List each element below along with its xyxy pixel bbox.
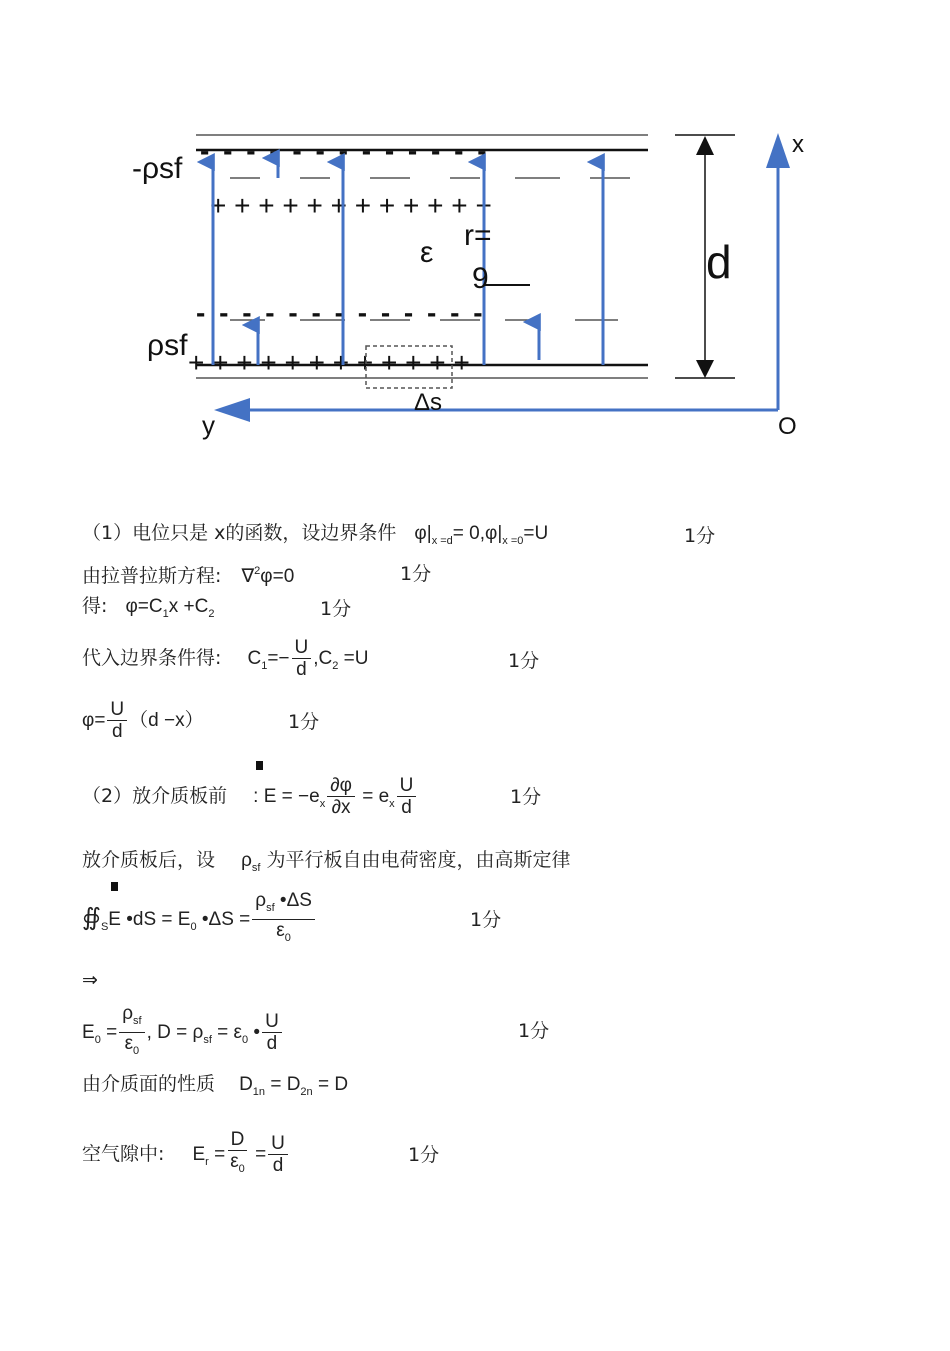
c1-eq: =− <box>267 648 290 669</box>
rho-sf-sub: sf <box>251 862 261 874</box>
er-sub: r <box>205 1156 209 1168</box>
phi-tail: （d −x） <box>129 710 204 731</box>
line-12 <box>82 1126 290 1190</box>
laplace-sup: 2 <box>254 565 261 577</box>
y-axis-arrow <box>214 398 250 422</box>
gauss-ds: •dS <box>120 909 157 930</box>
epsilon-r-label: r= <box>464 219 492 252</box>
line-6-text: （2）放介质板前 <box>82 785 228 807</box>
d-label: d <box>706 236 732 288</box>
general-sol-b: x +C <box>168 596 209 617</box>
surface-integral: ∯ <box>82 904 101 931</box>
bottom-minus-row: - - - - - - - - - - - - - <box>196 297 486 328</box>
fraction-gauss: $\frac{\rho_{sf} •\Delta S}{\varepsilon_0}$ <box>252 890 315 949</box>
x-axis-label: x <box>792 131 804 158</box>
capacitor-figure <box>0 0 950 470</box>
d1n-sub: 1n <box>252 1086 266 1098</box>
e0-sub: 0 <box>94 1033 101 1046</box>
score-8: 1分 <box>518 1020 550 1042</box>
fraction-u-over-d: $\frac{U}{d}$ <box>292 637 312 680</box>
eps0-eq: = ε <box>211 1021 242 1043</box>
c2-eq: =U <box>338 648 369 669</box>
fraction-d-eps: $\frac{D}{\varepsilon_0}$ <box>227 1129 248 1180</box>
gauss-e: E <box>108 892 121 948</box>
top-minus-row: - - - - - - - - - - - - - <box>200 135 490 166</box>
fraction-u-d-5: $\frac{U}{d}$ <box>268 1133 288 1176</box>
dot-op: • <box>248 1021 261 1043</box>
gauss-e0: = E <box>156 909 191 930</box>
fraction-dphi-dx: $\frac{\partial\varphi}{\partial x}$ <box>327 775 355 818</box>
d-eq: , D = ρ <box>146 1021 204 1043</box>
line-8 <box>82 890 317 955</box>
general-sol-s2: 2 <box>208 608 215 620</box>
line-11-text: 由介质面的性质 <box>82 1073 216 1095</box>
fraction-u-d-2: $\frac{U}{d}$ <box>107 699 127 742</box>
line-11 <box>82 1072 348 1104</box>
d2n: = D <box>265 1074 301 1095</box>
line-7-text2: 为平行板自由电荷密度，由高斯定律 <box>266 849 571 871</box>
epsilon-r-value: 9 <box>472 262 489 295</box>
top-charge-label: -ρsf <box>132 152 183 185</box>
delta-s-label: Δs <box>414 389 443 416</box>
d-eq-sub: sf <box>203 1033 212 1046</box>
laplace-eq: φ=0 <box>260 566 295 587</box>
line-1 <box>82 521 548 553</box>
score-4: 1分 <box>508 650 540 672</box>
e-eq-b: = −e <box>276 786 320 807</box>
line-7 <box>82 848 571 880</box>
score-9: 1分 <box>408 1144 440 1166</box>
line-12-text: 空气隙中: <box>82 1143 165 1165</box>
score-7: 1分 <box>470 909 502 931</box>
line-4-text: 代入边界条件得: <box>82 647 222 669</box>
score-6: 1分 <box>510 786 542 808</box>
d1n: D <box>239 1074 253 1095</box>
top-plus-row: + + + + + + + + + + + + <box>210 190 492 221</box>
e-eq-cs: x <box>389 798 395 810</box>
rho-sf: ρ <box>241 850 252 871</box>
eps0-sub: 0 <box>242 1033 249 1046</box>
line-2 <box>82 559 294 589</box>
laplace-nabla: ∇ <box>241 566 255 587</box>
score-5: 1分 <box>288 711 320 733</box>
c1: C <box>247 648 262 669</box>
phi-result: φ= <box>82 710 106 731</box>
d-arrow-top <box>696 136 714 155</box>
bc-eq-a: φ| <box>414 523 432 544</box>
bc-sub-b: x =0 <box>502 535 524 547</box>
d-final: = D <box>312 1074 349 1095</box>
x-axis-arrow <box>766 133 790 168</box>
e0: E <box>82 1021 95 1043</box>
line-4 <box>82 634 368 690</box>
general-sol-a: φ=C <box>125 596 163 617</box>
bc-eq-c: =U <box>523 523 549 544</box>
epsilon-label: ε <box>420 236 434 269</box>
origin-label: O <box>778 413 797 440</box>
gauss-delta: •ΔS = <box>196 909 251 930</box>
fraction-u-d-3: $\frac{U}{d}$ <box>397 775 417 818</box>
bottom-plus-row: + + + + + + + + + + + + <box>188 347 470 378</box>
c1-sub: 1 <box>261 660 268 672</box>
line-3-text: 得: <box>82 595 108 617</box>
line-6 <box>82 770 418 830</box>
c2: ,C <box>313 648 333 669</box>
score-1: 1分 <box>684 525 716 547</box>
fraction-u-d-4: $\frac{U}{d}$ <box>262 1011 282 1054</box>
e-eq-bs: x <box>319 798 326 810</box>
e0-eq: = <box>100 1021 118 1043</box>
surface-integral-sub: S <box>100 921 109 933</box>
line-7-text: 放介质板后，设 <box>82 849 216 871</box>
score-3: 1分 <box>320 598 352 620</box>
line-10 <box>82 1003 284 1068</box>
line-5 <box>82 696 204 745</box>
line-1-text: （1）电位只是 x的函数，设边界条件 <box>82 522 397 544</box>
c2-sub: 2 <box>332 660 339 672</box>
score-2: 1分 <box>400 563 432 585</box>
line-2-text: 由拉普拉斯方程: <box>82 565 222 587</box>
gauss-e0-sub: 0 <box>190 921 197 933</box>
general-sol-s1: 1 <box>162 608 169 620</box>
bc-sub-a: x =d <box>431 535 453 547</box>
bottom-charge-label: ρsf <box>147 329 188 362</box>
e-field-before: : E <box>253 771 276 823</box>
er: E <box>192 1144 206 1165</box>
d2n-sub: 2n <box>300 1086 313 1098</box>
e-eq-c: = e <box>356 786 390 807</box>
line-3 <box>82 594 214 626</box>
d-arrow-bottom <box>696 360 714 378</box>
bc-eq-b: = 0,φ| <box>452 523 503 544</box>
fraction-rho-eps: $\frac{\rho_{sf}}{\varepsilon_0}$ <box>119 1003 144 1062</box>
implies-arrow: ⇒ <box>82 969 98 991</box>
y-axis-label: y <box>202 410 215 440</box>
er-eq2: = <box>249 1144 267 1165</box>
er-eq: = <box>208 1144 226 1165</box>
